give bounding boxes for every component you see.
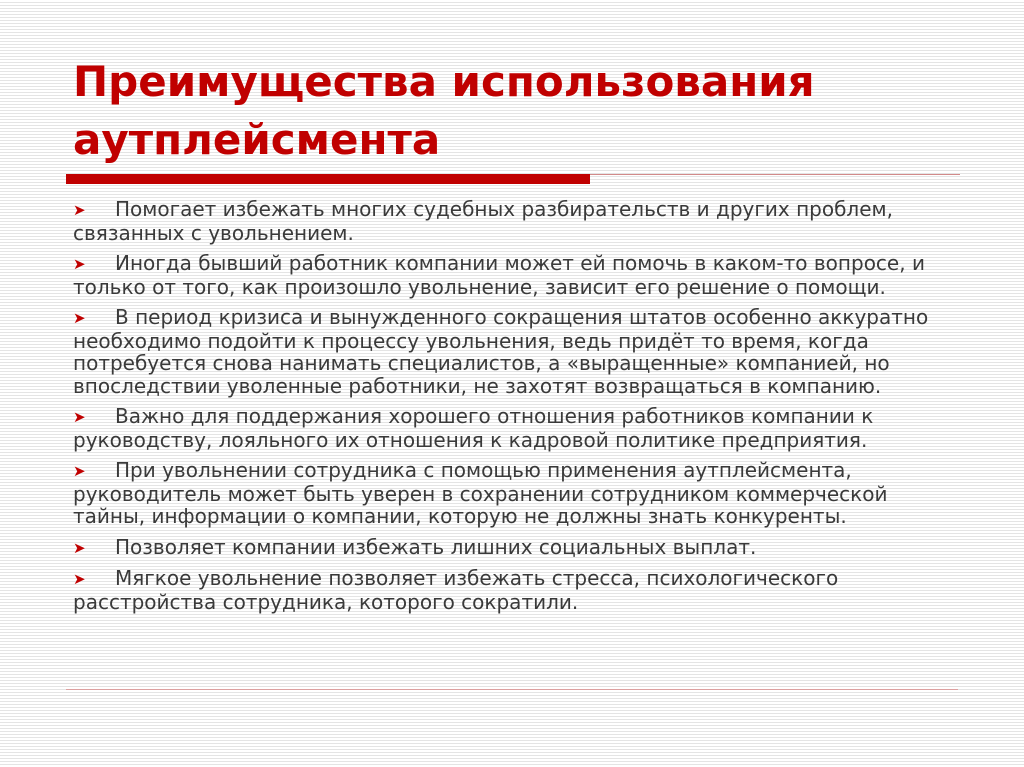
bullet-item [73,198,958,244]
chevron-right-arrow-icon: ➤ [73,201,86,219]
slide-title: Преимущества использования аутплейсмента [73,57,815,164]
bottom-divider [66,689,958,690]
bullet-item [73,567,958,613]
bullet-text: В период кризиса и вынужденного сокращения штатов особенно аккуратно необходимо подойти к процессу увольнения, ведь придёт то время, когда потребуется снова нанимать специалистов, а «выращенные» компанией, но впоследствии уволенные работники, не захотят возвращаться в компанию. [73,305,929,398]
chevron-right-arrow-icon: ➤ [73,255,86,273]
bullet-item [73,459,958,528]
bullet-text: Позволяет компании избежать лишних социальных выплат. [115,534,757,559]
chevron-right-arrow-icon: ➤ [73,309,86,327]
bullet-text: Важно для поддержания хорошего отношения работников компании к руководству, лояльного их отношения к кадровой политике предприятия. [73,404,874,452]
bullet-text: Помогает избежать многих судебных разбирательств и других проблем, связанных с увольнением. [73,197,893,245]
bullet-item [73,536,958,560]
title-underline-accent [66,174,590,184]
chevron-right-arrow-icon: ➤ [73,538,86,557]
chevron-right-arrow-icon: ➤ [73,570,86,588]
bullet-item [73,306,958,397]
bullet-text: Иногда бывший работник компании может ей помочь в каком-то вопросе, и только от того, как произошло увольнение, зависит его решение о помощи. [73,251,925,299]
bullet-item [73,405,958,451]
title-underline-thin [590,174,960,175]
bullet-list [73,198,958,621]
chevron-right-arrow-icon: ➤ [73,408,86,426]
bullet-item [73,252,958,298]
chevron-right-arrow-icon: ➤ [73,462,86,480]
bullet-text: При увольнении сотрудника с помощью применения аутплейсмента, руководитель может быть уверен в сохранении сотрудником коммерческой тайны, информации о компании, которую не должны знать конкуренты. [73,458,888,528]
bullet-text: Мягкое увольнение позволяет избежать стресса, психологического расстройства сотрудника, которого сократили. [73,566,839,614]
